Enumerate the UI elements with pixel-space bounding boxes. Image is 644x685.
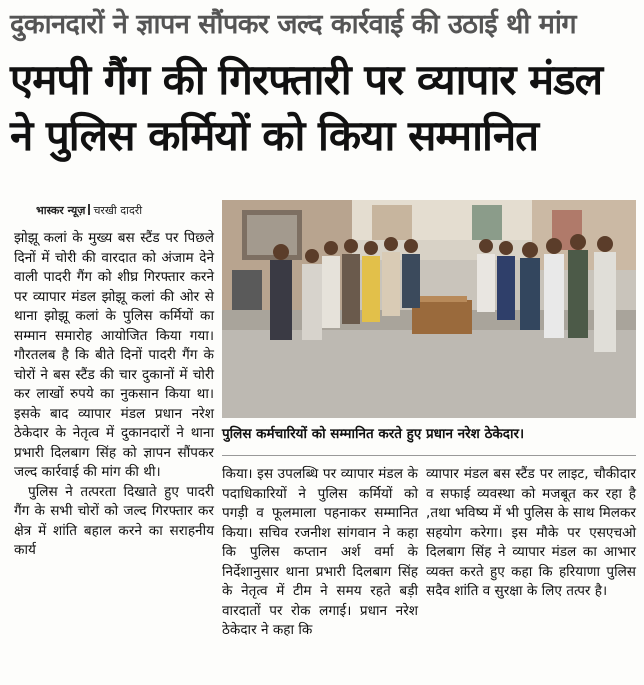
article-column-2 [222, 465, 418, 641]
news-photo-illustration [222, 200, 636, 418]
photo-caption: पुलिस कर्मचारियों को सम्मानित करते हुए प्रधान नरेश ठेकेदार। [222, 426, 525, 442]
article-column-3 [426, 465, 636, 602]
article-paragraph-4: व्यापार मंडल बस स्टैंड पर लाइट, चौकीदार व सफाई व्यवस्था को मजबूत कर रहा है ,तथा भविष्य में भी पुलिस के साथ मिलकर सहयोग करेगा। इस मौके पर एसएचओ दिलबाग सिंह ने व्यापार मंडल का आभार व्यक्त करते हुए कहा कि हरियाणा पुलिस सदैव शांति व सुरक्षा के लिए तत्पर है। [426, 466, 636, 599]
article-column-1 [14, 229, 214, 561]
article-paragraph-1: झोझू कलां के मुख्य बस स्टैंड पर पिछले दिनों में चोरी की वारदात को अंजाम देने वाली पादरी गैंग को शीघ्र गिरफ्तार करने पर व्यापार मंडल झोझू कलां की ओर से थाना झोझू कलां के पुलिस कर्मियों का सम्मान समारोह आयोजित किया गया। गौरतलब है कि बीते दिनों पादरी गैंग के चोरों ने बस स्टैंड की चार दुकानों में चोरी कर लाखों रुपये का नुकसान किया था। इसके बाद व्यापार मंडल प्रधान नरेश ठेकेदार के नेतृत्व में दुकानदारों ने थाना प्रभारी दिलबाग सिंह को ज्ञापन सौंपकर जल्द कार्रवाई की मांग की थी। [14, 230, 214, 480]
article-paragraph-3: किया। इस उपलब्धि पर व्यापार मंडल के पदाधिकारियों ने पुलिस कर्मियों को पगड़ी व फूलमाला पहनाकर सम्मानित किया। सचिव रजनीश सांगवान ने कहा कि पुलिस कप्तान अर्श वर्मा के निर्देशानुसार थाना प्रभारी दिलबाग सिंह के नेतृत्व में टीम ने समय रहते बड़ी वारदातों पर रोक लगाई। प्रधान नरेश ठेकेदार ने कहा कि [222, 466, 418, 638]
byline-city: चरखी दादरी [93, 204, 143, 217]
caption-divider [222, 455, 636, 456]
news-photo [222, 200, 636, 418]
byline-separator [88, 204, 90, 215]
main-headline [10, 52, 630, 164]
byline-source: भास्कर न्यूज़ [36, 204, 86, 217]
headline-line-1: एमपी गैंग की गिरफ्तारी पर व्यापार मंडल [10, 55, 603, 104]
headline-line-2: ने पुलिस कर्मियों को किया सम्मानित [10, 111, 539, 160]
byline [36, 203, 142, 218]
kicker-headline: दुकानदारों ने ज्ञापन सौंपकर जल्द कार्रवाई की उठाई थी मांग [10, 9, 577, 40]
article-paragraph-2: पुलिस ने तत्परता दिखाते हुए पादरी गैंग के सभी चोरों को जल्द गिरफ्तार कर क्षेत्र में शांति बहाल करने का सराहनीय कार्य [14, 483, 214, 558]
